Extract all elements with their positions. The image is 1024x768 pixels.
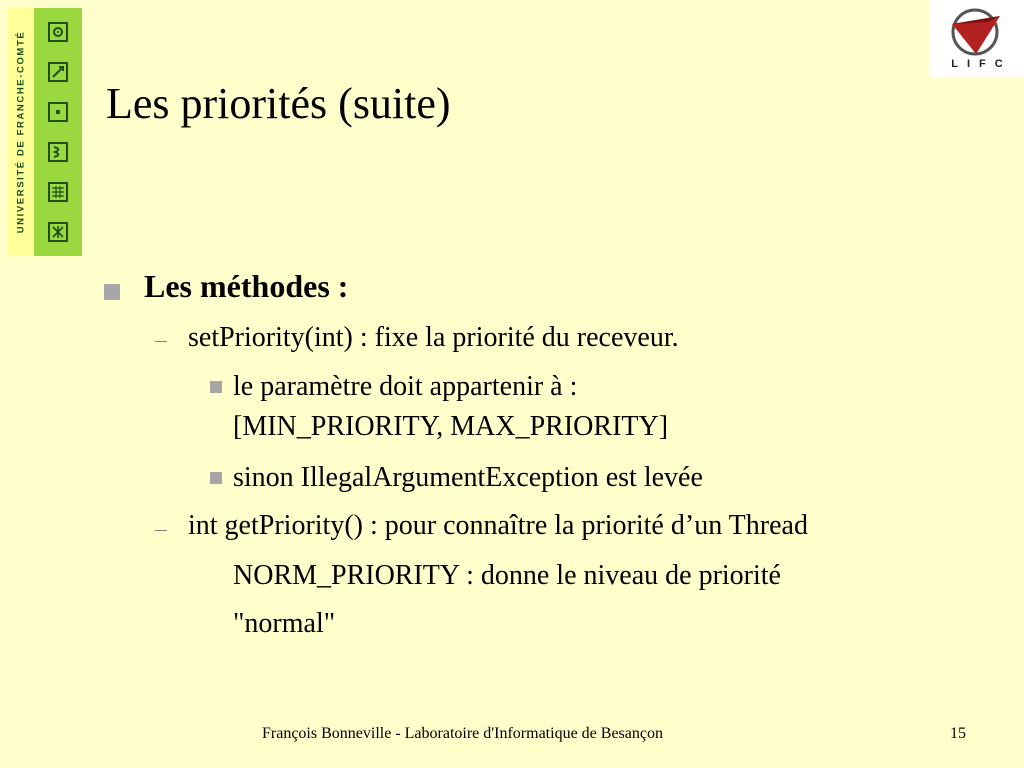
university-name: UNIVERSITÉ DE FRANCHE-COMTÉ <box>15 30 27 234</box>
grid-icon <box>48 182 68 202</box>
diagonal-icon <box>48 62 68 82</box>
lifc-logo <box>930 0 1024 78</box>
item-norm-line1: NORM_PRIORITY : donne le niveau de priorité <box>233 560 781 591</box>
item-param-line2: [MIN_PRIORITY, MAX_PRIORITY] <box>233 411 669 442</box>
dash-icon <box>155 530 167 531</box>
dash-icon <box>155 341 167 342</box>
university-icon-column <box>34 8 82 256</box>
heading-methods: Les méthodes : <box>144 268 349 304</box>
pattern-icon <box>48 222 68 242</box>
slide-title: Les priorités (suite) <box>106 79 451 128</box>
item-exception: sinon IllegalArgumentException est levée <box>233 462 703 493</box>
bullet-square-icon <box>210 472 222 484</box>
wave-icon <box>48 142 68 162</box>
page-number: 15 <box>950 725 966 742</box>
spiral-icon <box>48 22 68 42</box>
footer-author: François Bonneville - Laboratoire d'Informatique de Besançon <box>262 725 663 742</box>
university-name-strip <box>8 8 34 256</box>
bullet-square-icon <box>210 381 222 393</box>
item-get-priority: int getPriority() : pour connaître la priorité d’un Thread <box>188 510 808 541</box>
item-norm-line2: "normal" <box>233 608 336 639</box>
item-param-line1: le paramètre doit appartenir à : <box>233 371 578 402</box>
dot-square-icon <box>48 102 68 122</box>
lifc-logo-text: LIFC <box>951 58 1012 70</box>
university-banner <box>8 8 82 256</box>
lifc-logo-icon <box>946 6 1004 58</box>
item-set-priority: setPriority(int) : fixe la priorité du receveur. <box>188 322 679 353</box>
bullet-square-icon <box>104 284 120 300</box>
